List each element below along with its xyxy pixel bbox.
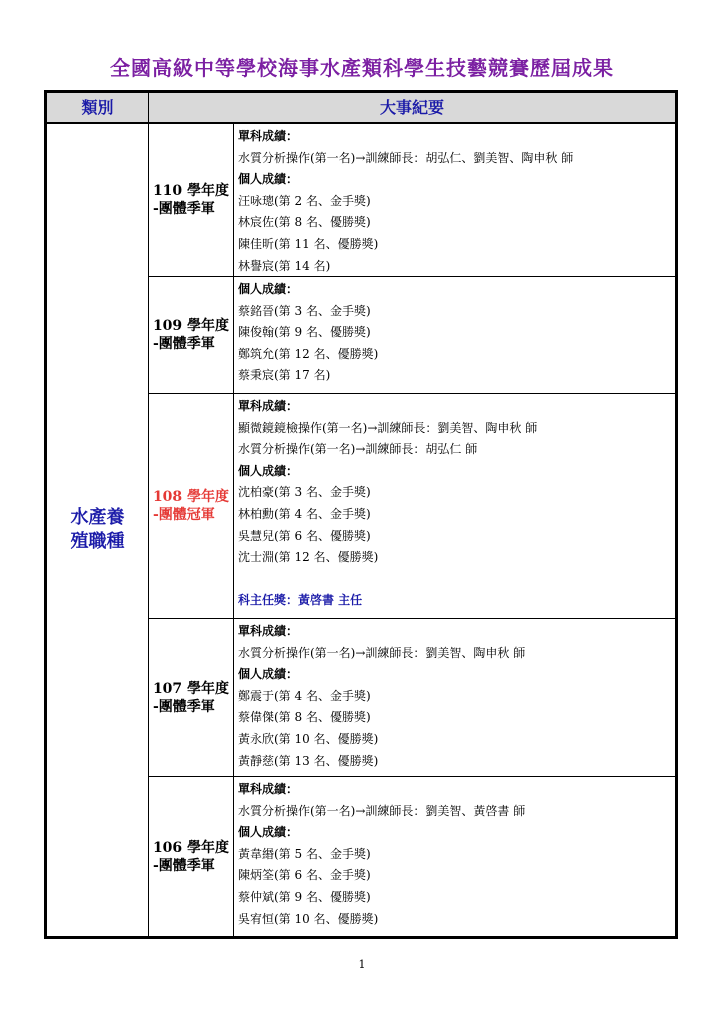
year-text xyxy=(153,488,229,524)
year-cell xyxy=(149,277,234,393)
page-number: 1 xyxy=(358,958,366,971)
result-line: 黃靜慈(第 13 名、優勝獎) xyxy=(238,753,379,768)
year-text xyxy=(153,839,229,875)
result-line: 林宸佐(第 8 名、優勝獎) xyxy=(238,215,371,230)
page-title: 全國高級中等學校海事水產類科學生技藝競賽歷屆成果 xyxy=(110,56,614,80)
result-line: 鄭筑允(第 12 名、優勝獎) xyxy=(238,346,379,361)
category-label: 水產養殖職種 xyxy=(70,507,125,552)
result-line: 沈士淵(第 12 名、優勝獎) xyxy=(238,550,379,565)
events-cell xyxy=(238,126,671,277)
result-line: 蔡仲斌(第 9 名、優勝獎) xyxy=(238,889,371,904)
section-heading: 個人成績： xyxy=(238,172,299,187)
team-result: -團體季軍 xyxy=(152,336,215,352)
year-label: 108 學年度 xyxy=(152,489,230,505)
result-line: 吳宥恒(第 10 名、優勝獎) xyxy=(238,911,379,926)
team-result: -團體冠軍 xyxy=(152,507,215,523)
section-heading: 單科成績： xyxy=(238,399,299,413)
year-cell xyxy=(149,124,234,276)
section-heading: 個人成績： xyxy=(238,667,299,682)
header-events: 大事紀要 xyxy=(379,98,444,117)
year-text xyxy=(153,182,229,218)
year-label: 110 學年度 xyxy=(152,183,230,199)
result-line: 蔡偉傑(第 8 名、優勝獎) xyxy=(238,710,371,725)
year-cell xyxy=(149,777,234,936)
result-line: 黃韋緡(第 5 名、金手獎) xyxy=(238,846,371,861)
table-row xyxy=(149,394,675,619)
result-line: 水質分析操作(第一名)→訓練師長：劉美智、黃啓書 師 xyxy=(238,803,526,818)
events-cell xyxy=(238,396,671,612)
events-cell xyxy=(238,279,671,387)
result-line: 鄭震于(第 4 名、金手獎) xyxy=(238,688,371,703)
result-line: 陳炳筌(第 6 名、金手獎) xyxy=(238,868,371,883)
result-line: 水質分析操作(第一名)→訓練師長：胡弘仁 師 xyxy=(238,442,478,457)
year-text xyxy=(153,680,229,716)
result-line: 汪咏璁(第 2 名、金手獎) xyxy=(238,193,371,208)
header-category: 類別 xyxy=(47,93,149,122)
team-result: -團體季軍 xyxy=(152,857,215,874)
section-heading: 單科成績： xyxy=(238,782,299,796)
events-cell xyxy=(238,779,671,930)
table-row xyxy=(149,619,675,777)
section-heading: 個人成績： xyxy=(238,282,299,296)
events-cell xyxy=(238,621,671,772)
section-heading: 單科成績： xyxy=(238,129,299,143)
table-row xyxy=(149,777,675,936)
result-line: 蔡秉宸(第 17 名) xyxy=(238,368,331,383)
result-line: 陳佳昕(第 11 名、優勝獎) xyxy=(238,236,379,251)
result-line: 沈柏豪(第 3 名、金手獎) xyxy=(238,485,371,500)
team-result: -團體季軍 xyxy=(152,698,215,715)
category-cell xyxy=(47,124,149,936)
result-line: 林譽宸(第 14 名) xyxy=(238,258,331,273)
year-text xyxy=(153,317,229,353)
year-label: 109 學年度 xyxy=(152,318,230,334)
year-label: 107 學年度 xyxy=(152,680,230,697)
table-row xyxy=(149,277,675,394)
year-cell xyxy=(149,619,234,776)
result-line: 顯微鏡鏡檢操作(第一名)→訓練師長：劉美智、陶申秋 師 xyxy=(238,420,538,435)
year-cell xyxy=(149,394,234,618)
table-header xyxy=(47,93,675,124)
result-line: 林柏勳(第 4 名、金手獎) xyxy=(238,506,371,521)
section-heading: 個人成績： xyxy=(238,463,299,478)
year-label: 106 學年度 xyxy=(152,839,230,856)
table-row xyxy=(149,124,675,277)
award-note: 科主任獎：黃啓書 主任 xyxy=(238,593,363,608)
team-result: -團體季軍 xyxy=(152,201,215,217)
results-table xyxy=(44,90,678,939)
section-heading: 單科成績： xyxy=(238,624,299,638)
section-heading: 個人成績： xyxy=(238,825,299,840)
result-line: 黃永欣(第 10 名、優勝獎) xyxy=(238,731,379,746)
result-line xyxy=(238,569,671,591)
result-line: 陳俊翰(第 9 名、優勝獎) xyxy=(238,325,371,340)
result-line: 吳慧兒(第 6 名、優勝獎) xyxy=(238,528,371,543)
result-line: 水質分析操作(第一名)→訓練師長：胡弘仁、劉美智、陶申秋 師 xyxy=(238,150,574,165)
result-line: 水質分析操作(第一名)→訓練師長：劉美智、陶申秋 師 xyxy=(238,645,526,660)
result-line: 蔡銘晉(第 3 名、金手獎) xyxy=(238,303,371,318)
